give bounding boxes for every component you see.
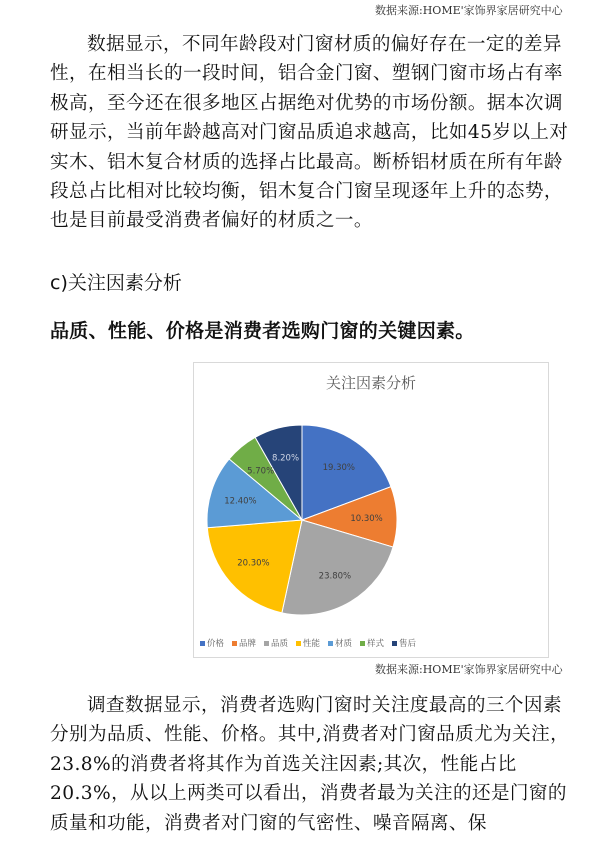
slice-label-性能: 20.30%: [237, 558, 270, 569]
key-finding-heading: 品质、性能、价格是消费者选购门窗的关键因素。: [50, 320, 475, 342]
slice-label-样式: 5.70%: [247, 466, 275, 477]
legend-label: 性能: [303, 639, 321, 649]
legend-label: 售后: [399, 639, 417, 649]
legend-item-价格: [200, 638, 225, 649]
pie-chart: [194, 363, 548, 657]
legend-item-品牌: [232, 638, 257, 649]
legend-label: 样式: [367, 639, 385, 649]
slice-label-材质: 12.40%: [224, 496, 257, 507]
legend-swatch: [296, 641, 301, 646]
slice-label-品质: 23.80%: [318, 571, 352, 582]
legend-label: 材质: [335, 639, 353, 649]
legend-swatch: [200, 641, 205, 646]
legend-swatch: [392, 641, 397, 646]
legend-item-品质: [264, 638, 289, 649]
body-paragraph-2: 调查数据显示，消费者选购门窗时关注度最高的三个因素分别为品质、性能、价格。其中,消费者对门窗品质尤为关注，23.8%的消费者将其作为首选关注因素;其次，性能占比20.3%，从以上两类可以看出，消费者最为关注的还是门窗的质量和功能，消费者对门窗的气密性、噪音隔离、保: [50, 695, 570, 834]
legend-swatch: [360, 641, 365, 646]
body-paragraph-1: 数据显示，不同年龄段对门窗材质的偏好存在一定的差异性，在相当长的一段时间，铝合金门窗、塑钢门窗市场占有率极高，至今还在很多地区占据绝对优势的市场份额。据本次调研显示，当前年龄越高对门窗品质追求越高，比如45岁以上对实木、铝木复合材质的选择占比最高。断桥铝材质在所有年龄段总占比相对比较均衡，铝木复合门窗呈现逐年上升的态势，也是目前最受消费者偏好的材质之一。: [50, 34, 569, 232]
legend-label: 品牌: [239, 639, 257, 649]
legend-item-性能: [296, 638, 321, 649]
slice-label-售后: 8.20%: [272, 453, 300, 464]
chart-title: 关注因素分析: [325, 374, 417, 392]
slice-label-品牌: 10.30%: [350, 513, 383, 524]
legend-item-材质: [328, 638, 353, 649]
legend-label: 价格: [207, 639, 225, 649]
legend-item-样式: [360, 638, 385, 649]
source-note-top: 数据来源:HOME'家饰界家居研究中心: [375, 4, 563, 17]
pie-chart-container: [193, 362, 549, 658]
slice-label-价格: 19.30%: [322, 462, 356, 473]
source-note-bottom: 数据来源:HOME'家饰界家居研究中心: [375, 663, 563, 676]
section-heading: c)关注因素分析: [50, 272, 182, 294]
legend-swatch: [232, 641, 237, 646]
legend-swatch: [264, 641, 269, 646]
legend-item-售后: [392, 638, 417, 649]
legend-swatch: [328, 641, 333, 646]
legend-label: 品质: [271, 639, 289, 649]
